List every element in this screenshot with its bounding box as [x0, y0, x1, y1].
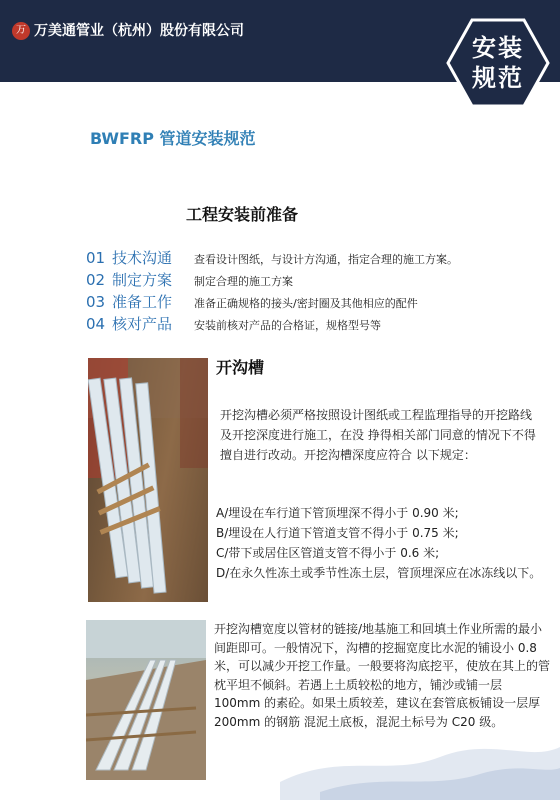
step-description: 准备正确规格的接头/密封圈及其他相应的配件: [194, 297, 418, 310]
step-number: 02: [86, 271, 106, 289]
step-description: 查看设计图纸，与设计方沟通，指定合理的施工方案。: [194, 253, 458, 266]
company-name: 万美通管业（杭州）股份有限公司: [34, 23, 244, 39]
spec-item: A/埋设在车行道下管顶埋深不得小于 0.90 米;: [216, 506, 459, 520]
company-logo: 万: [12, 22, 30, 40]
trench-photo-horizontal: [86, 620, 206, 780]
trench-photo-vertical: [88, 358, 208, 602]
trench-title: 开沟槽: [216, 358, 265, 377]
prep-step: [86, 291, 546, 313]
trench-depth-specs: [216, 503, 546, 583]
prep-steps: [86, 247, 546, 335]
step-number: 03: [86, 293, 106, 311]
step-title: 准备工作: [112, 293, 173, 311]
step-title: 制定方案: [112, 271, 173, 289]
prep-step: [86, 313, 546, 335]
prep-step: [86, 247, 546, 269]
decorative-mountain-wave: [280, 712, 560, 800]
spec-item: C/带下或居住区管道支管不得小于 0.6 米;: [216, 546, 440, 560]
spec-item: B/埋设在人行道下管道支管不得小于 0.75 米;: [216, 526, 459, 540]
trench-paragraph-1: 开挖沟槽必须严格按照设计图纸或工程监理指导的开挖路线及开挖深度进行施工，在没 挣得相关部门同意的情况下不得擅自进行改动。开挖沟槽深度应符合 以下规定：: [220, 408, 536, 462]
step-number: 04: [86, 315, 106, 333]
step-description: 制定合理的施工方案: [194, 275, 293, 288]
prep-title: 工程安装前准备: [186, 205, 299, 224]
badge-line-1: 安装: [472, 34, 524, 62]
section-title: BWFRP 管道安装规范: [90, 129, 256, 148]
section-badge: [446, 18, 550, 108]
trench-paragraph-2: 开挖沟槽宽度以管材的链接/地基施工和回填土作业所需的最小间距即可。一般情况下，沟槽的挖掘宽度比水泥的铺设小 0.8 米，可以减少开挖工作量。一般要将沟底挖平，使放在其上的管枕平坦不倾斜。若遇上土质较松的地方，铺沙或铺一层 100mm 的素砼。如果土质较差，建议在套管底板铺设一层厚 200mm 的钢筋 混泥土底板，混泥土标号为 C20 级。: [214, 622, 551, 729]
spec-item: D/在永久性冻土或季节性冻土层，管顶埋深应在冰冻线以下。: [216, 566, 542, 580]
step-title: 技术沟通: [112, 249, 173, 267]
badge-line-2: 规范: [472, 64, 524, 92]
prep-step: [86, 269, 546, 291]
step-description: 安装前核对产品的合格证，规格型号等: [194, 319, 381, 332]
step-title: 核对产品: [112, 315, 173, 333]
step-number: 01: [86, 249, 106, 267]
